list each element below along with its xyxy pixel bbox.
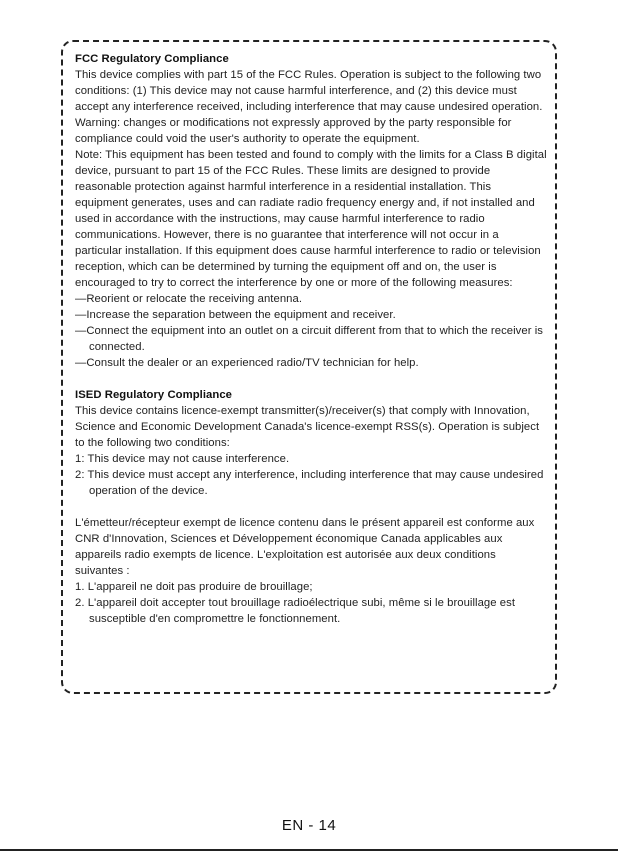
fcc-measure-1: —Reorient or relocate the receiving antenna. [75,293,303,305]
ised-condition-1: 1: This device may not cause interference. [75,453,290,465]
fcc-heading: FCC Regulatory Compliance [75,53,229,65]
compliance-content [75,51,547,627]
fcc-measure-4: —Consult the dealer or an experienced radio/TV technician for help. [75,357,419,369]
section-spacer [75,499,547,515]
fcc-warning: Warning: changes or modifications not expressly approved by the party responsible for compliance could void the user's authority to operate the equipment. [75,117,512,145]
ised-heading: ISED Regulatory Compliance [75,389,232,401]
page-number: EN - 14 [281,817,337,834]
section-spacer [75,371,547,387]
fcc-paragraph-1: This device complies with part 15 of the FCC Rules. Operation is subject to the following two conditions: (1) This device may not cause harmful interference, and (2) this device must accept any interference received, including interference that may cause undesired operation. [75,69,543,113]
ised-paragraph-1: This device contains licence-exempt transmitter(s)/receiver(s) that comply with Innovation, Science and Economic Development Canada's licence-exempt RSS(s). Operation is subject to the following two conditions: [75,405,540,449]
fcc-measure-2: —Increase the separation between the equipment and receiver. [75,309,396,321]
ised-french-paragraph: L'émetteur/récepteur exempt de licence contenu dans le présent appareil est conforme aux CNR d'Innovation, Sciences et Développement économique Canada applicables aux appareils radio exempts de licence. L'exploitation est autorisée aux deux conditions suivantes : [75,517,535,577]
ised-condition-2: 2: This device must accept any interference, including interference that may cause undesired operation of the device. [75,469,544,497]
fcc-measure-3: —Connect the equipment into an outlet on a circuit different from that to which the receiver is connected. [75,325,543,353]
ised-french-condition-2: 2. L'appareil doit accepter tout brouillage radioélectrique subi, même si le brouillage est susceptible d'en compromettre le fonctionnement. [75,597,516,625]
ised-french-condition-1: 1. L'appareil ne doit pas produire de brouillage; [75,581,313,593]
fcc-note: Note: This equipment has been tested and found to comply with the limits for a Class B digital device, pursuant to part 15 of the FCC Rules. These limits are designed to provide reasonable protection against harmful interference in a residential installation. This equipment generates, uses and can radiate radio frequency energy and, if not installed and used in accordance with the instructions, may cause harmful interference to radio communications. However, there is no guarantee that interference will not occur in a particular installation. If this equipment does cause harmful interference to radio or television reception, which can be determined by turning the equipment off and on, the user is encouraged to try to correct the interference by one or more of the following measures: [75,149,547,289]
